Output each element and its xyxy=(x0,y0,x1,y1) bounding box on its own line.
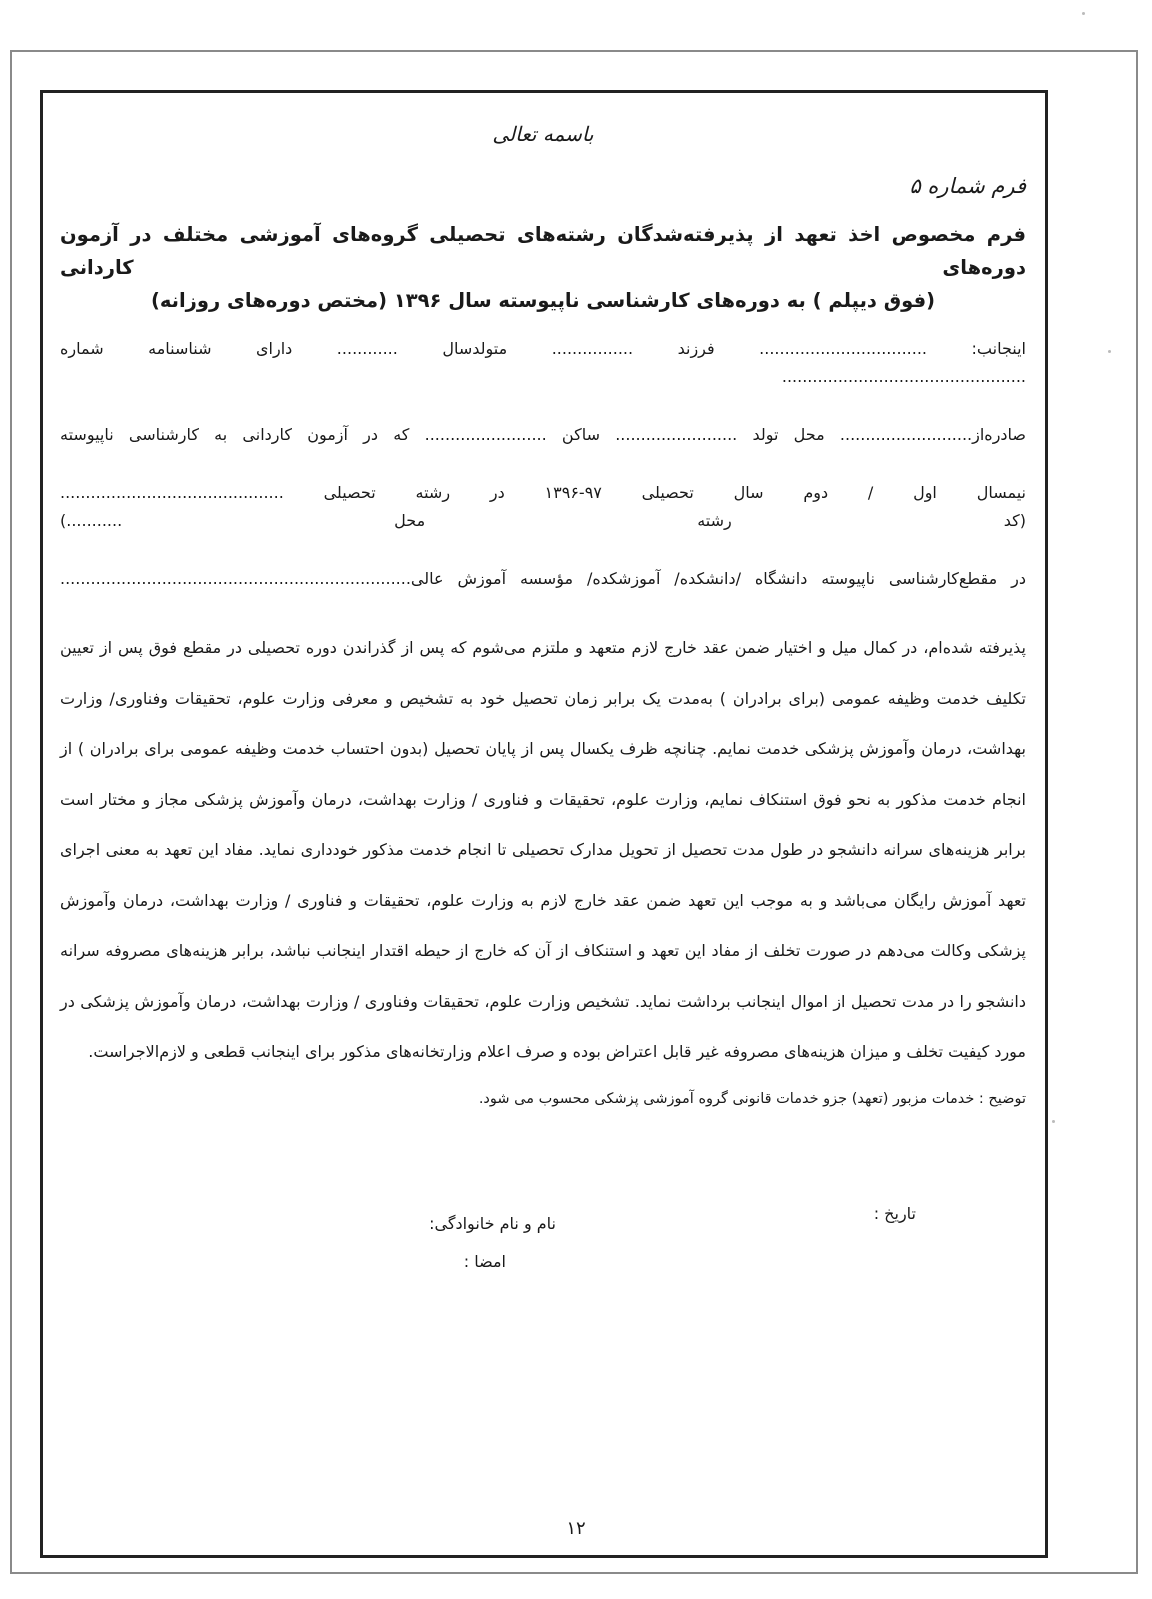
institution-line: در مقطع‌کارشناسی ناپیوسته دانشگاه /دانشکده/ آموزشکده/ مؤسسه آموزش عالی..................................................................... xyxy=(60,569,1026,588)
date-label: تاریخ : xyxy=(873,1203,916,1223)
form-title-line-2: (فوق دیپلم ) به دوره‌های کارشناسی ناپیوسته سال ۱۳۹۶ (مختص دوره‌های روزانه) xyxy=(150,289,936,312)
field-row-institution xyxy=(60,565,1026,593)
personal-info-fields xyxy=(60,335,1026,593)
residence-line: صادره‌از.......................... محل تولد ........................ ساکن ........................ که در آزمون کاردانی به کارشناسی ناپیوسته xyxy=(60,425,1026,444)
form-page xyxy=(60,100,1026,1314)
signature-label: امضا : xyxy=(463,1251,506,1271)
field-row-residence xyxy=(60,421,1026,449)
program-code-blank: (کد رشته محل ...........) xyxy=(60,511,1026,530)
commitment-paragraph: پذیرفته شده‌ام، در کمال میل و اختیار ضمن عقد خارج لازم متعهد و ملتزم می‌شوم که پس از گذراندن دوره تحصیلی در مقطع فوق پس از تعیین تکلیف خدمت وظیفه عمومی (برای برادران ) به‌مدت یک برابر زمان تحصیل خود به تشخیص و معرفی وزارت علوم، تحقیقات وفناوری/ وزارت بهداشت، درمان وآموزش پزشکی خدمت نمایم. چنانچه ظرف یکسال پس از پایان تحصیل (بدون احتساب خدمت وظیفه عمومی برای برادران ) از انجام خدمت مذکور به نحو فوق استنکاف نمایم، وزارت علوم، تحقیقات و فناوری / وزارت بهداشت، درمان وآموزش پزشکی مجاز و مختار است برابر هزینه‌های سرانه دانشجو در طول مدت تحصیل از تحویل مدارک تحصیلی تا انجام خدمت مذکور خودداری نماید. مفاد این تعهد به معنی اجرای تعهد آموزش رایگان می‌باشد و به موجب این تعهد ضمن عقد خارج لازم به وزارت علوم، تحقیقات و فناوری / وزارت بهداشت، درمان وآموزش پزشکی وکالت می‌دهم در صورت تخلف از مفاد این تعهد و استنکاف از آن که خارج از حیطه اقتدار اینجانب نباشد، برابر هزینه‌های مصروفه سرانه دانشجو را در مدت تحصیل از اموال اینجانب برداشت نماید. تشخیص وزارت علوم، تحقیقات وفناوری / وزارت بهداشت، درمان وآموزش پزشکی در مورد کیفیت تخلف و میزان هزینه‌های مصروفه غیر قابل اعتراض بوده و صرف اعلام وزارتخانه‌های مذکور برای اینجانب قطعی و لازم‌الاجراست. xyxy=(60,638,1026,1061)
page-number: ۱۲ xyxy=(566,1518,586,1539)
scan-speck xyxy=(1052,1120,1055,1123)
field-row-program xyxy=(60,479,1026,535)
explanation-note: توضیح : خدمات مزبور (تعهد) جزو خدمات قانونی گروه آموزشی پزشکی محسوب می شود. xyxy=(478,1090,1026,1107)
form-number: فرم شماره ۵ xyxy=(909,174,1026,198)
identity-line: اینجانب: ................................. فرزند ................ متولدسال ............ دارای شناسنامه شماره xyxy=(60,339,1026,358)
form-title-line-1: فرم مخصوص اخذ تعهد از پذیرفته‌شدگان رشته‌های تحصیلی گروه‌های آموزشی مختلف در آزمون دوره‌های کاردانی xyxy=(60,223,1026,279)
scan-speck xyxy=(1082,12,1085,15)
form-title xyxy=(60,218,1026,317)
semester-line: نیمسال اول / دوم سال تحصیلی ۹۷-۱۳۹۶ در رشته تحصیلی ............................................ xyxy=(60,483,1026,502)
scan-speck xyxy=(1108,350,1111,353)
signature-area xyxy=(60,1204,1026,1314)
full-name-label: نام و نام خانوادگی: xyxy=(429,1213,556,1233)
field-row-identity xyxy=(60,335,1026,391)
id-number-blank: ................................................ xyxy=(781,367,1026,386)
invocation-heading: باسمه تعالی xyxy=(492,122,594,146)
